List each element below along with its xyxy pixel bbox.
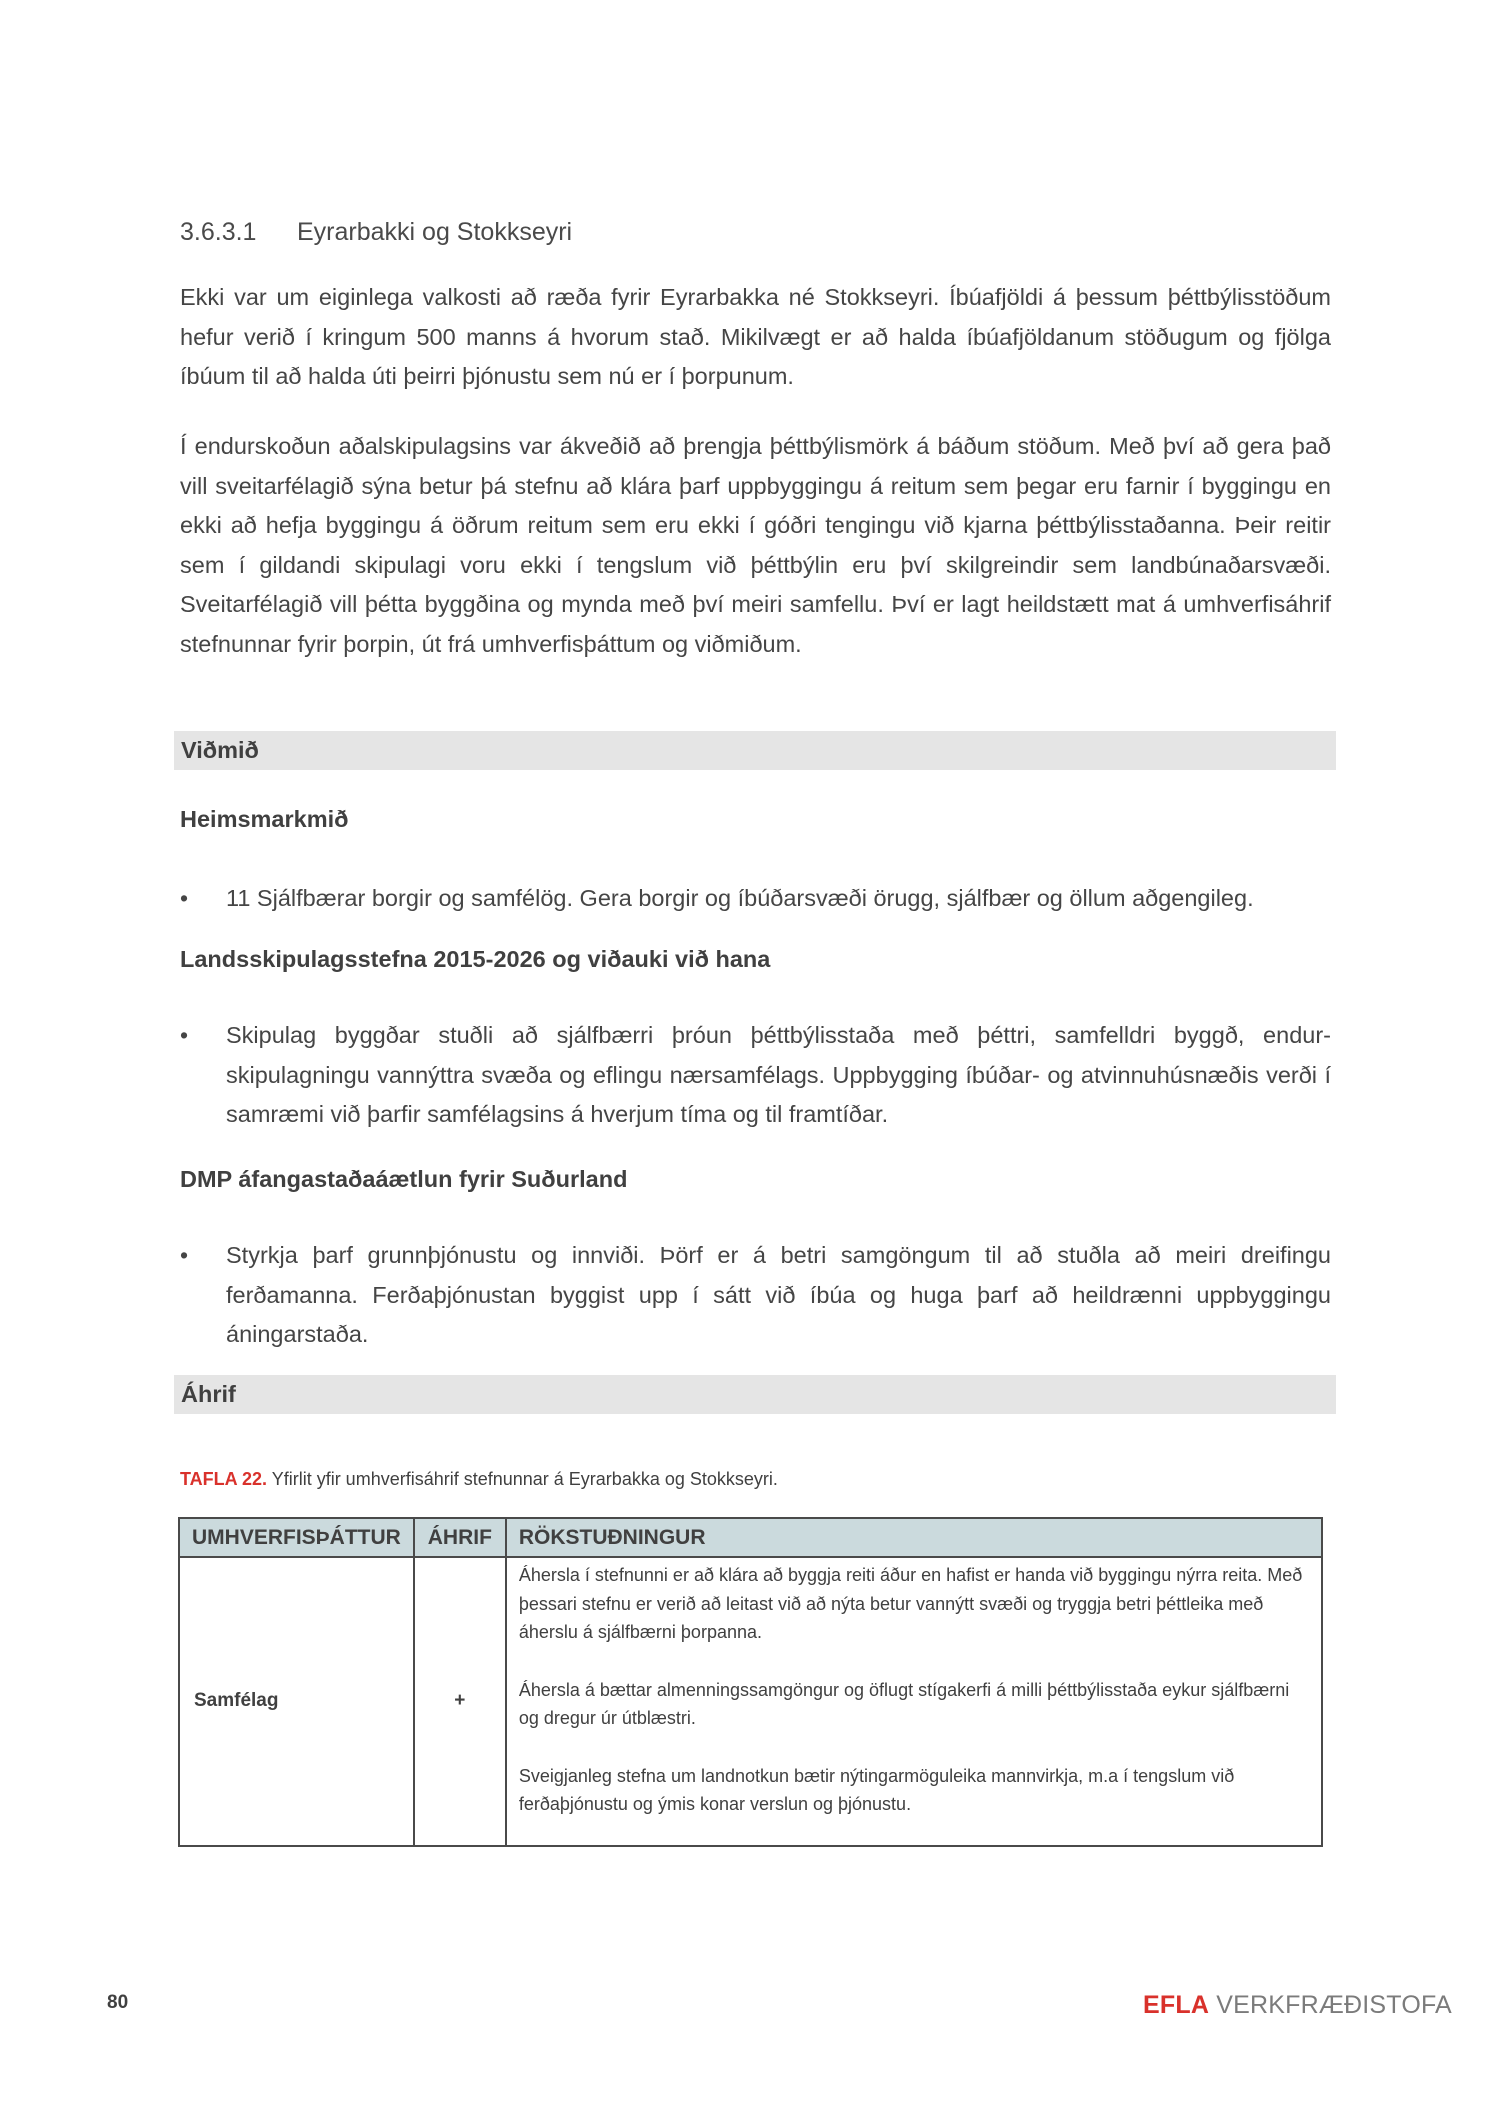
section-number: 3.6.3.1 [180,218,257,246]
bullet-text: 11 Sjálfbærar borgir og samfélög. Gera borgir og íbúðarsvæði örugg, sjálfbær og öllum aðgengileg. [226,885,1254,911]
impact-table [178,1517,1323,1847]
page-number: 80 [107,1992,129,2013]
reasoning-paragraph: Áhersla á bættar almenningssamgöngur og öflugt stígakerfi á milli þéttbýlisstaða eykur sjálfbærni og dregur úr útblæstri. [518,1679,1290,1728]
criteria-heading-heimsmarkmid: Heimsmarkmið [180,806,349,832]
criteria-bullet [180,1016,1331,1135]
column-header-impact: ÁHRIF [414,1518,506,1557]
table-caption [180,1469,778,1490]
bullet-icon: • [180,1022,189,1048]
reasoning-cell [506,1557,1322,1846]
factor-cell: Samfélag [179,1557,414,1846]
section-heading [180,218,572,247]
bullet-text: Styrkja þarf grunnþjónustu og innviði. Þörf er á betri samgöngum til að stuðla að meiri dreifingu ferðamanna. Ferðaþjónustan byggist upp í sátt við íbúa og huga þarf að heildrænni uppbyggingu áningarstaða. [226,1242,1331,1347]
impact-band [174,1375,1336,1414]
bullet-icon: • [180,885,189,911]
criteria-heading-landsskipulag: Landsskipulagsstefna 2015-2026 og viðauki við hana [180,946,771,972]
company-logo [1143,1991,1452,2020]
section-title: Eyrarbakki og Stokkseyri [297,218,573,246]
intro-paragraph: Ekki var um eiginlega valkosti að ræða fyrir Eyrarbakka né Stokkseyri. Íbúafjöldi á þessum þéttbýlisstöðum hefur verið í kringum 500 manns á hvorum stað. Mikilvægt er að halda íbúafjöldanum stöðugum og fjölga íbúum til að halda úti þeirri þjónustu sem nú er í þorpunum. [180,284,1331,389]
column-header-factor: UMHVERFISÞÁTTUR [179,1518,414,1557]
criteria-heading-dmp: DMP áfangastaðaáætlun fyrir Suðurland [180,1166,628,1192]
criteria-bullet [180,1236,1331,1355]
bullet-text: Skipulag byggðar stuðli að sjálfbærri þróun þéttbýlisstaða með þéttri, samfelldri byggð, endurskipulagningu vannýttra svæða og eflingu nærsamfélags. Uppbygging íbúðar- og atvinnuhúsnæðis verði í samræmi við þarfir samfélagsins á hverjum tíma og til framtíðar. [226,1022,1331,1127]
reasoning-paragraph: Sveigjanleg stefna um landnotkun bætir nýtingarmöguleika mannvirkja, m.a í tengslum við ferðaþjónustu og ýmis konar verslun og þjónustu. [518,1765,1235,1814]
criteria-band [174,731,1336,770]
table-caption-text: Yfirlit yfir umhverfisáhrif stefnunnar á Eyrarbakka og Stokkseyri. [267,1469,778,1489]
impact-cell: + [414,1557,506,1846]
table-header-row [179,1518,1322,1557]
revision-paragraph: Í endurskoðun aðalskipulagsins var ákveðið að þrengja þéttbýlismörk á báðum stöðum. Með því að gera það vill sveitarfélagið sýna betur þá stefnu að klára þarf uppbyggingu á reitum sem þegar eru farnir í byggingu en ekki að hefja byggingu á öðrum reitum sem eru ekki í góðri tengingu við kjarna þéttbýlisstaðanna. Þeir reitir sem í gildandi skipulagi voru ekki í tengslum við þéttbýlin eru því skilgreindir sem landbúnaðarsvæði. Sveitarfélagið vill þétta byggðina og mynda með því meiri samfellu. Því er lagt heildstætt mat á umhverfisáhrif stefnunnar fyrir þorpin, út frá umhverfisþáttum og viðmiðum. [180,433,1331,657]
bullet-icon: • [180,1242,189,1268]
logo-brand: EFLA [1143,1991,1210,2019]
reasoning-paragraph: Áhersla í stefnunni er að klára að byggja reiti áður en hafist er handa við byggingu nýrra reita. Með þessari stefnu er verið að leitast við að nýta betur vannýtt svæði og tryggja betri þéttleika með áherslu á sjálfbærni þorpanna. [518,1565,1303,1642]
criteria-band-label: Viðmið [181,737,259,763]
column-header-reasoning: RÖKSTUÐNINGUR [506,1518,1322,1557]
logo-subtitle: VERKFRÆÐISTOFA [1209,1991,1452,2019]
impact-band-label: Áhrif [181,1381,236,1407]
table-caption-label: TAFLA 22. [180,1469,268,1489]
table-row [179,1557,1322,1846]
criteria-bullet [180,879,1331,919]
